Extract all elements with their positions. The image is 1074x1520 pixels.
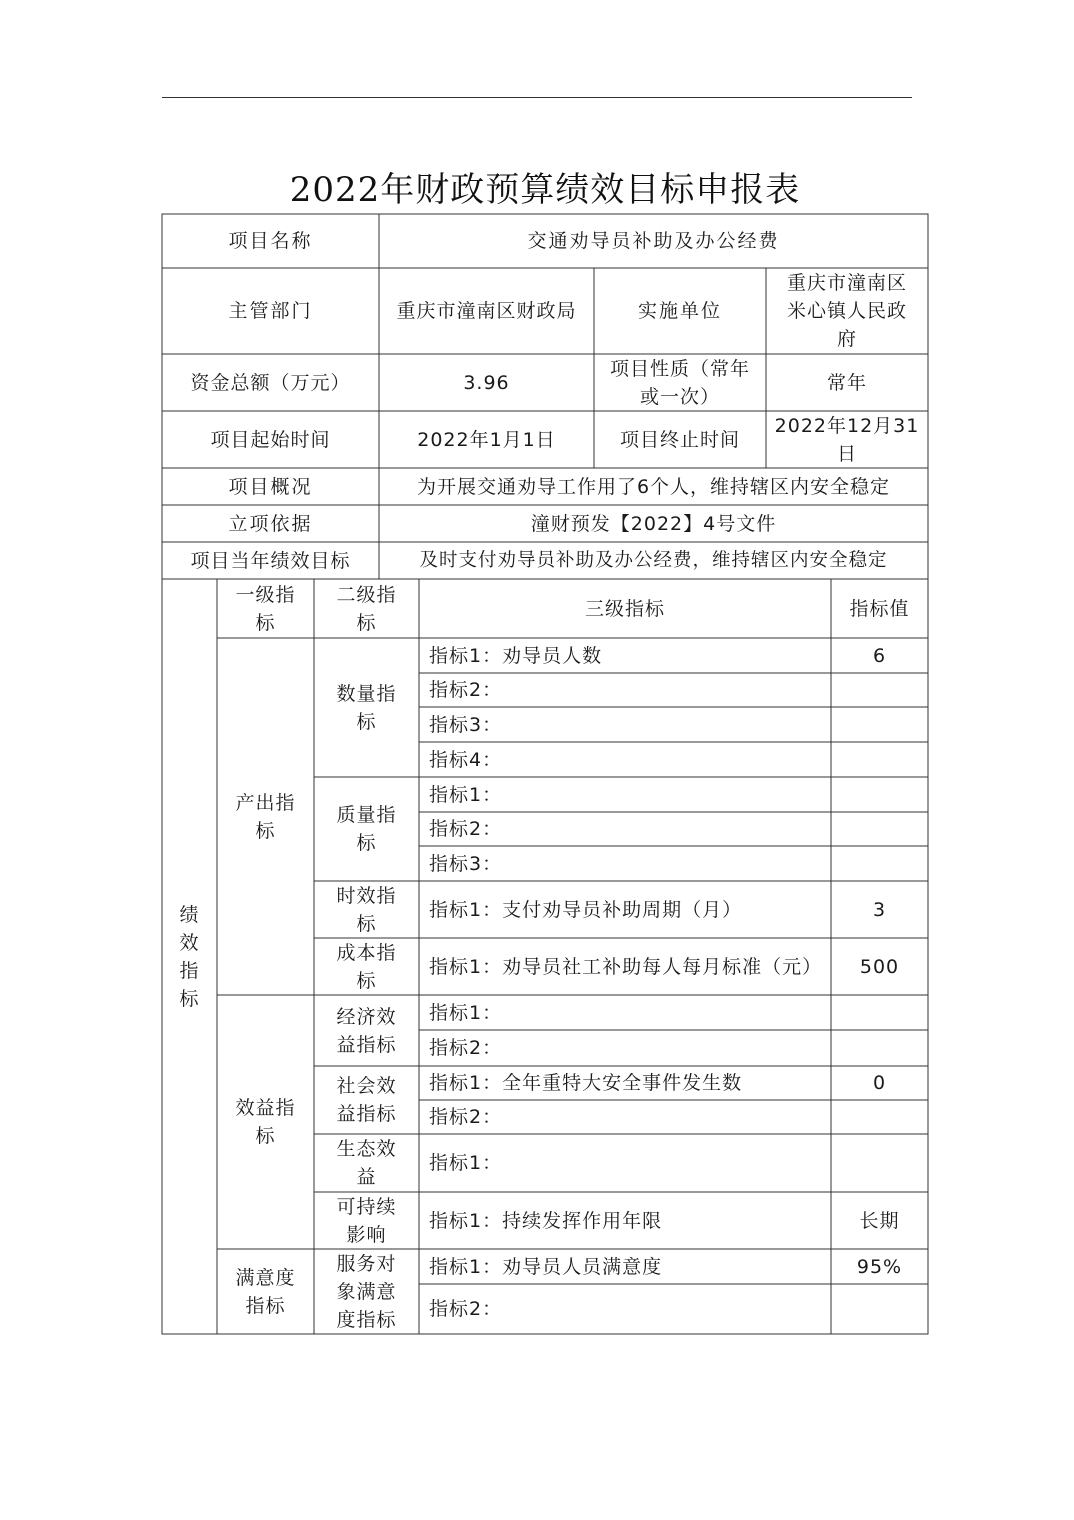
start-label: 项目起始时间	[210, 428, 331, 451]
page-title: 2022年财政预算绩效目标申报表	[289, 170, 801, 210]
level3-value: 95%	[856, 1255, 903, 1278]
level3-value: 6	[872, 644, 887, 667]
dept-value: 重庆市潼南区财政局	[396, 300, 577, 322]
level2-service-satisfaction: 服务对象满意度指标	[336, 1252, 397, 1331]
level1-benefit: 效益指标	[235, 1097, 296, 1147]
level3-value	[831, 742, 928, 777]
level3-value	[831, 812, 928, 846]
level3-row: 指标1：劝导员人数	[429, 644, 603, 667]
level2-quality: 质量指标	[336, 804, 397, 854]
goal-label: 项目当年绩效目标	[190, 549, 351, 572]
level3-value	[831, 673, 928, 707]
level3-value	[831, 707, 928, 742]
level2-ecological: 生态效益	[336, 1138, 397, 1188]
level2-quantity: 数量指标	[336, 682, 397, 733]
level3-row: 指标2：	[429, 1298, 503, 1320]
level2-cost: 成本指标	[336, 941, 397, 992]
level3-row: 指标1：支付劝导员补助周期（月）	[429, 898, 743, 921]
header-level2: 二级指标	[336, 583, 397, 634]
impl-value: 重庆市潼南区米心镇人民政府	[786, 272, 907, 350]
level3-value: 3	[872, 898, 887, 921]
level3-row: 指标2：	[429, 818, 503, 840]
project-name-label: 项目名称	[228, 230, 313, 252]
level3-row: 指标2：	[429, 679, 503, 701]
fund-label: 资金总额（万元）	[190, 371, 351, 394]
basis-value: 潼财预发【2022】4号文件	[530, 512, 777, 535]
level3-value	[831, 995, 928, 1030]
level3-row: 指标3：	[429, 713, 503, 736]
level1-output: 产出指标	[235, 791, 296, 842]
nature-label: 项目性质（常年或一次）	[609, 357, 750, 408]
header-level3: 三级指标	[584, 597, 665, 620]
fund-value: 3.96	[463, 371, 510, 394]
level2-sustainable: 可持续影响	[336, 1195, 397, 1246]
header-level1: 一级指标	[235, 583, 296, 634]
level3-value: 长期	[859, 1209, 900, 1232]
level3-row: 指标1：持续发挥作用年限	[429, 1209, 663, 1232]
basis-label: 立项依据	[228, 512, 313, 535]
level3-value: 0	[872, 1072, 887, 1094]
level3-row: 指标2：	[429, 1037, 503, 1059]
level1-satisfaction: 满意度指标	[235, 1266, 296, 1317]
impl-label: 实施单位	[637, 300, 722, 322]
level3-row: 指标4：	[429, 748, 503, 771]
overview-value: 为开展交通劝导工作用了6个人，维持辖区内安全稳定	[416, 475, 891, 498]
level3-value	[831, 1100, 928, 1134]
overview-label: 项目概况	[228, 475, 313, 498]
goal-value: 及时支付劝导员补助及办公经费，维持辖区内安全稳定	[419, 549, 888, 571]
level3-value	[831, 1284, 928, 1334]
level3-row: 指标1：	[429, 1152, 503, 1174]
level3-value: 500	[859, 955, 900, 978]
nature-value: 常年	[826, 371, 867, 394]
level2-economic: 经济效益指标	[336, 1005, 397, 1056]
level3-row: 指标1：	[429, 1001, 503, 1024]
header-value: 指标值	[849, 597, 910, 620]
project-name-value: 交通劝导员补助及办公经费	[527, 230, 780, 252]
level3-row: 指标1：全年重特大安全事件发生数	[429, 1072, 743, 1094]
dept-label: 主管部门	[228, 300, 313, 322]
level3-row: 指标3：	[429, 852, 503, 875]
level2-timeliness: 时效指标	[336, 884, 397, 935]
level3-value	[831, 777, 928, 812]
start-value: 2022年1月1日	[417, 428, 556, 451]
level3-row: 指标2：	[429, 1106, 503, 1128]
level3-row: 指标1：劝导员社工补助每人每月标准（元）	[429, 955, 823, 978]
level2-social: 社会效益指标	[336, 1075, 397, 1125]
level3-value	[831, 1134, 928, 1192]
end-value: 2022年12月31日	[774, 414, 920, 465]
level3-value	[831, 846, 928, 881]
performance-indicators-label: 绩效指标	[179, 903, 200, 1010]
level3-row: 指标1：劝导员人员满意度	[429, 1255, 663, 1278]
end-label: 项目终止时间	[619, 428, 740, 451]
level3-row: 指标1：	[429, 783, 503, 806]
level3-value	[831, 1030, 928, 1066]
